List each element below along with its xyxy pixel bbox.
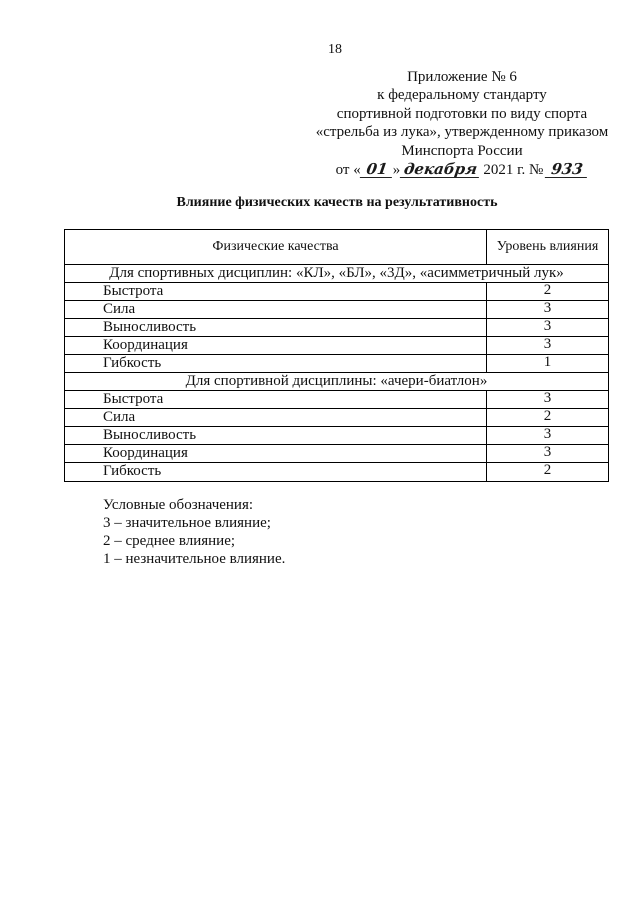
quality-cell: Координация	[65, 445, 487, 462]
legend	[103, 496, 285, 568]
table-row	[65, 283, 608, 301]
quality-cell: Выносливость	[65, 427, 487, 444]
level-cell: 3	[543, 444, 552, 460]
table-row	[65, 301, 608, 319]
level-cell: 2	[543, 282, 552, 298]
quality-cell: Координация	[65, 337, 487, 354]
level-cell: 3	[543, 318, 552, 334]
legend-item: 1 – незначительное влияние.	[103, 551, 286, 567]
quality-cell: Быстрота	[65, 391, 487, 408]
order-date-line	[306, 161, 618, 179]
appendix-title: Приложение № 6	[407, 69, 517, 85]
table-row	[65, 355, 608, 373]
table-row	[65, 337, 608, 355]
quality-cell: Гибкость	[65, 463, 487, 481]
handwritten-order-number: 933	[545, 161, 589, 178]
header-level: Уровень влияния	[496, 239, 599, 254]
page-number: 18	[328, 42, 342, 57]
handwritten-month: декабря	[400, 161, 481, 178]
section-heading-row: Для спортивной дисциплины: «ачери-биатлон»	[65, 373, 608, 391]
header-quality: Физические качества	[65, 230, 487, 264]
quality-cell: Гибкость	[65, 355, 487, 372]
legend-title: Условные обозначения:	[103, 497, 254, 513]
table-row	[65, 427, 608, 445]
appendix-header	[306, 68, 618, 179]
table-row	[65, 319, 608, 337]
quality-cell: Быстрота	[65, 283, 487, 300]
table-row	[65, 391, 608, 409]
legend-item: 3 – значительное влияние;	[103, 515, 271, 531]
appendix-line-order: «стрельба из лука», утвержденному приказом	[315, 124, 609, 141]
level-cell: 1	[543, 354, 552, 370]
quality-cell: Выносливость	[65, 319, 487, 336]
legend-item: 2 – среднее влияние;	[103, 533, 236, 549]
handwritten-day: 01	[360, 161, 394, 178]
order-day-close: »	[392, 162, 401, 179]
level-cell: 2	[543, 462, 552, 478]
level-cell: 3	[543, 300, 552, 316]
table-row	[65, 445, 608, 463]
influence-table	[64, 229, 609, 482]
level-cell: 2	[543, 408, 552, 424]
appendix-line-standard: к федеральному стандарту	[377, 87, 547, 104]
level-cell: 3	[543, 390, 552, 406]
table-row	[65, 463, 608, 481]
table-header-row	[65, 230, 608, 265]
quality-cell: Сила	[65, 409, 487, 426]
appendix-line-sport: спортивной подготовки по виду спорта	[336, 105, 588, 122]
quality-cell: Сила	[65, 301, 487, 318]
section-heading-row: Для спортивных дисциплин: «КЛ», «БЛ», «3Д», «асимметричный лук»	[65, 265, 608, 283]
level-cell: 3	[543, 336, 552, 352]
order-year: 2021 г. №	[483, 162, 544, 179]
appendix-line-ministry: Минспорта России	[401, 142, 523, 159]
order-prefix: от «	[335, 162, 361, 179]
table-row	[65, 409, 608, 427]
document-title: Влияние физических качеств на результативность	[176, 195, 498, 210]
level-cell: 3	[543, 426, 552, 442]
